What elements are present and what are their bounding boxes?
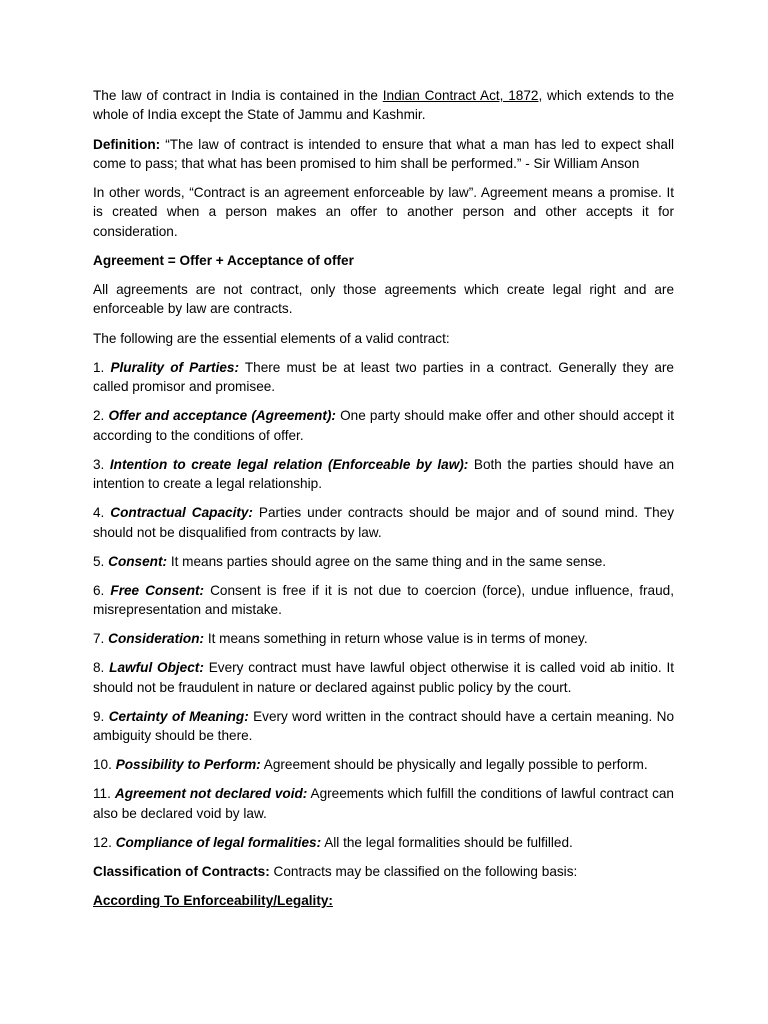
elements-intro: The following are the essential elements of a valid contract: bbox=[93, 330, 450, 346]
element-number: 1. bbox=[93, 359, 105, 375]
element-term: Consent: bbox=[108, 553, 168, 569]
classification-paragraph bbox=[93, 862, 674, 881]
element-description: Every word written in the contract should have a certain meaning. No ambiguity should be there. bbox=[93, 708, 675, 744]
element-description: One party should make offer and other should accept it according to the conditions of offer. bbox=[93, 408, 675, 443]
intro-text-after: , which extends to the whole of India except the State of Jammu and Kashmir. bbox=[93, 88, 674, 123]
element-number: 3. bbox=[93, 456, 105, 472]
indian-contract-act-link[interactable]: Indian Contract Act, 1872 bbox=[382, 88, 539, 103]
classification-text: Contracts may be classified on the following basis: bbox=[273, 863, 578, 879]
all-agreements-paragraph: All agreements are not contract, only those agreements which create legal right and are enforceable by law are contracts. bbox=[93, 282, 674, 317]
element-term: Lawful Object: bbox=[109, 660, 204, 676]
element-item bbox=[93, 755, 674, 774]
element-number: 9. bbox=[93, 708, 105, 724]
element-term: Contractual Capacity: bbox=[110, 505, 253, 521]
element-item bbox=[93, 707, 674, 746]
element-description: Agreement should be physically and legally possible to perform. bbox=[263, 757, 648, 773]
element-number: 2. bbox=[93, 408, 105, 424]
element-item bbox=[93, 503, 674, 542]
element-term: Consideration: bbox=[108, 631, 205, 647]
element-number: 10. bbox=[93, 757, 112, 773]
element-number: 11. bbox=[93, 786, 111, 802]
element-item bbox=[93, 406, 674, 445]
enforceability-heading: According To Enforceability/Legality: bbox=[93, 893, 333, 909]
element-number: 8. bbox=[93, 660, 105, 676]
element-term: Agreement not declared void: bbox=[114, 786, 308, 802]
element-item bbox=[93, 455, 674, 494]
element-term: Compliance of legal formalities: bbox=[115, 834, 322, 850]
element-term: Free Consent: bbox=[110, 582, 205, 598]
element-number: 6. bbox=[93, 582, 105, 598]
element-term: Plurality of Parties: bbox=[110, 359, 239, 375]
definition-text: “The law of contract is intended to ensure that what a man has led to expect shall come to pass; that what has been promised to him shall be performed.” - Sir William Anson bbox=[93, 136, 675, 171]
element-item bbox=[93, 833, 674, 852]
element-description: All the legal formalities should be fulfilled. bbox=[324, 834, 573, 850]
element-description: Consent is free if it is not due to coercion (force), undue influence, fraud, misrepresentation and mistake. bbox=[93, 582, 674, 618]
element-term: Offer and acceptance (Agreement): bbox=[108, 408, 336, 424]
definition-label: Definition: bbox=[93, 136, 161, 152]
element-number: 5. bbox=[93, 553, 105, 569]
element-term: Certainty of Meaning: bbox=[108, 708, 249, 724]
definition-paragraph bbox=[93, 135, 674, 174]
elements-list bbox=[93, 358, 674, 853]
element-description: There must be at least two parties in a contract. Generally they are called promisor and promisee. bbox=[93, 359, 674, 394]
intro-paragraph bbox=[93, 86, 674, 125]
classification-label: Classification of Contracts: bbox=[93, 863, 270, 879]
element-term: Intention to create legal relation (Enforceable by law): bbox=[109, 456, 469, 472]
element-description: Agreements which fulfill the conditions of lawful contract can also be declared void by law. bbox=[93, 786, 674, 821]
element-description: Every contract must have lawful object otherwise it is called void ab initio. It should not be fraudulent in nature or declared against public policy by the court. bbox=[93, 660, 675, 695]
element-number: 12. bbox=[93, 834, 112, 850]
element-number: 7. bbox=[93, 631, 105, 647]
element-item bbox=[93, 581, 674, 620]
element-description: Parties under contracts should be major and of sound mind. They should not be disqualified from contracts by law. bbox=[93, 505, 675, 540]
element-item bbox=[93, 552, 674, 571]
intro-text-before: The law of contract in India is contained in the bbox=[93, 88, 383, 103]
element-description: It means something in return whose value is in terms of money. bbox=[207, 631, 588, 647]
element-description: It means parties should agree on the same thing and in the same sense. bbox=[170, 553, 607, 569]
element-description: Both the parties should have an intention to create a legal relationship. bbox=[93, 456, 674, 491]
other-words-paragraph: In other words, “Contract is an agreement enforceable by law”. Agreement means a promise. It is created when a person makes an offer to another person and other accepts it for consideration. bbox=[93, 185, 674, 239]
element-term: Possibility to Perform: bbox=[115, 757, 261, 773]
agreement-formula: Agreement = Offer + Acceptance of offer bbox=[93, 252, 354, 268]
element-item bbox=[93, 358, 674, 397]
element-number: 4. bbox=[93, 505, 105, 521]
element-item bbox=[93, 629, 674, 648]
element-item bbox=[93, 784, 674, 823]
element-item bbox=[93, 658, 674, 697]
